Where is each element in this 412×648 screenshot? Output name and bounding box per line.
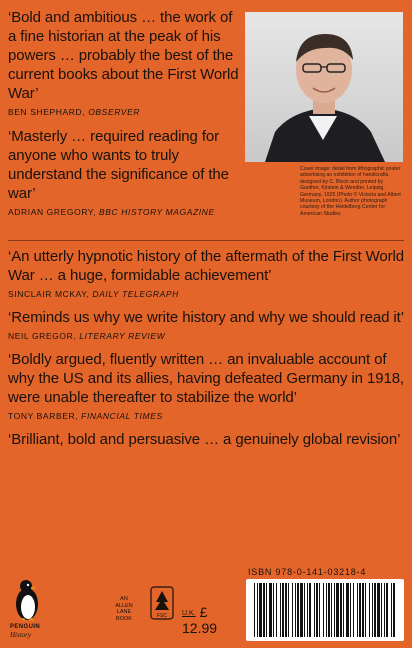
quote-text: ‘Bold and ambitious … the work of a fine historian at the peak of his powers … probably the best of the current books about the First World War’ (8, 9, 239, 102)
allen-lane-mark: AN ALLEN LANE BOOK (115, 596, 133, 622)
isbn-label: ISBN 978-0-141-03218-4 (248, 567, 367, 577)
quote-publication: LITERARY REVIEW (79, 331, 166, 341)
quote-author: ADRIAN GREGORY, (8, 207, 97, 217)
quote-text: ‘Reminds us why we write history and why we should read it’ (8, 309, 404, 326)
isbn-barcode (246, 579, 404, 641)
quote-attribution (8, 411, 408, 421)
bottom-quotes (8, 247, 408, 458)
publisher-footer (8, 578, 228, 638)
quote-attribution (8, 331, 408, 341)
review-quote (8, 308, 408, 341)
penguin-logo-icon (12, 578, 42, 622)
review-quote (8, 127, 244, 217)
quote-author: TONY BARBER, (8, 411, 79, 421)
quote-publication: BBC HISTORY MAGAZINE (99, 207, 215, 217)
price-region: U.K. (182, 609, 196, 617)
quote-attribution (8, 207, 244, 217)
top-quotes (8, 8, 244, 226)
quote-publication: FINANCIAL TIMES (81, 411, 163, 421)
quote-text: ‘Boldly argued, fluently written … an invaluable account of why the US and its allies, having defeated Germany in 1918, were unable thereafter to stabilize the world’ (8, 351, 405, 406)
quote-author: BEN SHEPHARD, (8, 107, 86, 117)
imprint-name: History (10, 631, 31, 639)
review-quote (8, 8, 244, 117)
review-quote (8, 247, 408, 299)
fsc-logo-icon (150, 586, 174, 620)
publisher-name: PENGUIN (10, 624, 41, 630)
quote-attribution (8, 289, 408, 299)
quote-text: ‘An utterly hypnotic history of the aftermath of the First World War … a huge, formidable achievement’ (8, 248, 404, 284)
cover-caption: Cover image: detail from lithographic poster advertising an exhibition of handicrafts, designed by C. Block and printed by Gunther, Kirstein & Wendler, Leipzig, Germany, 1925 (Photo © Victoria and Albert Museum, London). Author photograph courtesy of the Heidelberg Center for American Studies (300, 166, 401, 217)
quote-attribution (8, 107, 244, 117)
quote-text: ‘Brilliant, bold and persuasive … a genuinely global revision’ (8, 431, 401, 448)
quote-author: SINCLAIR MCKAY, (8, 289, 90, 299)
quote-publication: DAILY TELEGRAPH (92, 289, 179, 299)
price-value: £ 12.99 (182, 604, 218, 636)
fsc-label: FSC (157, 613, 167, 619)
quote-author: NEIL GREGOR, (8, 331, 77, 341)
divider (8, 240, 404, 241)
price (182, 604, 228, 636)
review-quote (8, 430, 408, 449)
quote-text: ‘Masterly … required reading for anyone who wants to truly understand the significance of the war’ (8, 128, 229, 202)
author-photo (245, 12, 403, 162)
quote-publication: OBSERVER (88, 107, 141, 117)
review-quote (8, 350, 408, 421)
